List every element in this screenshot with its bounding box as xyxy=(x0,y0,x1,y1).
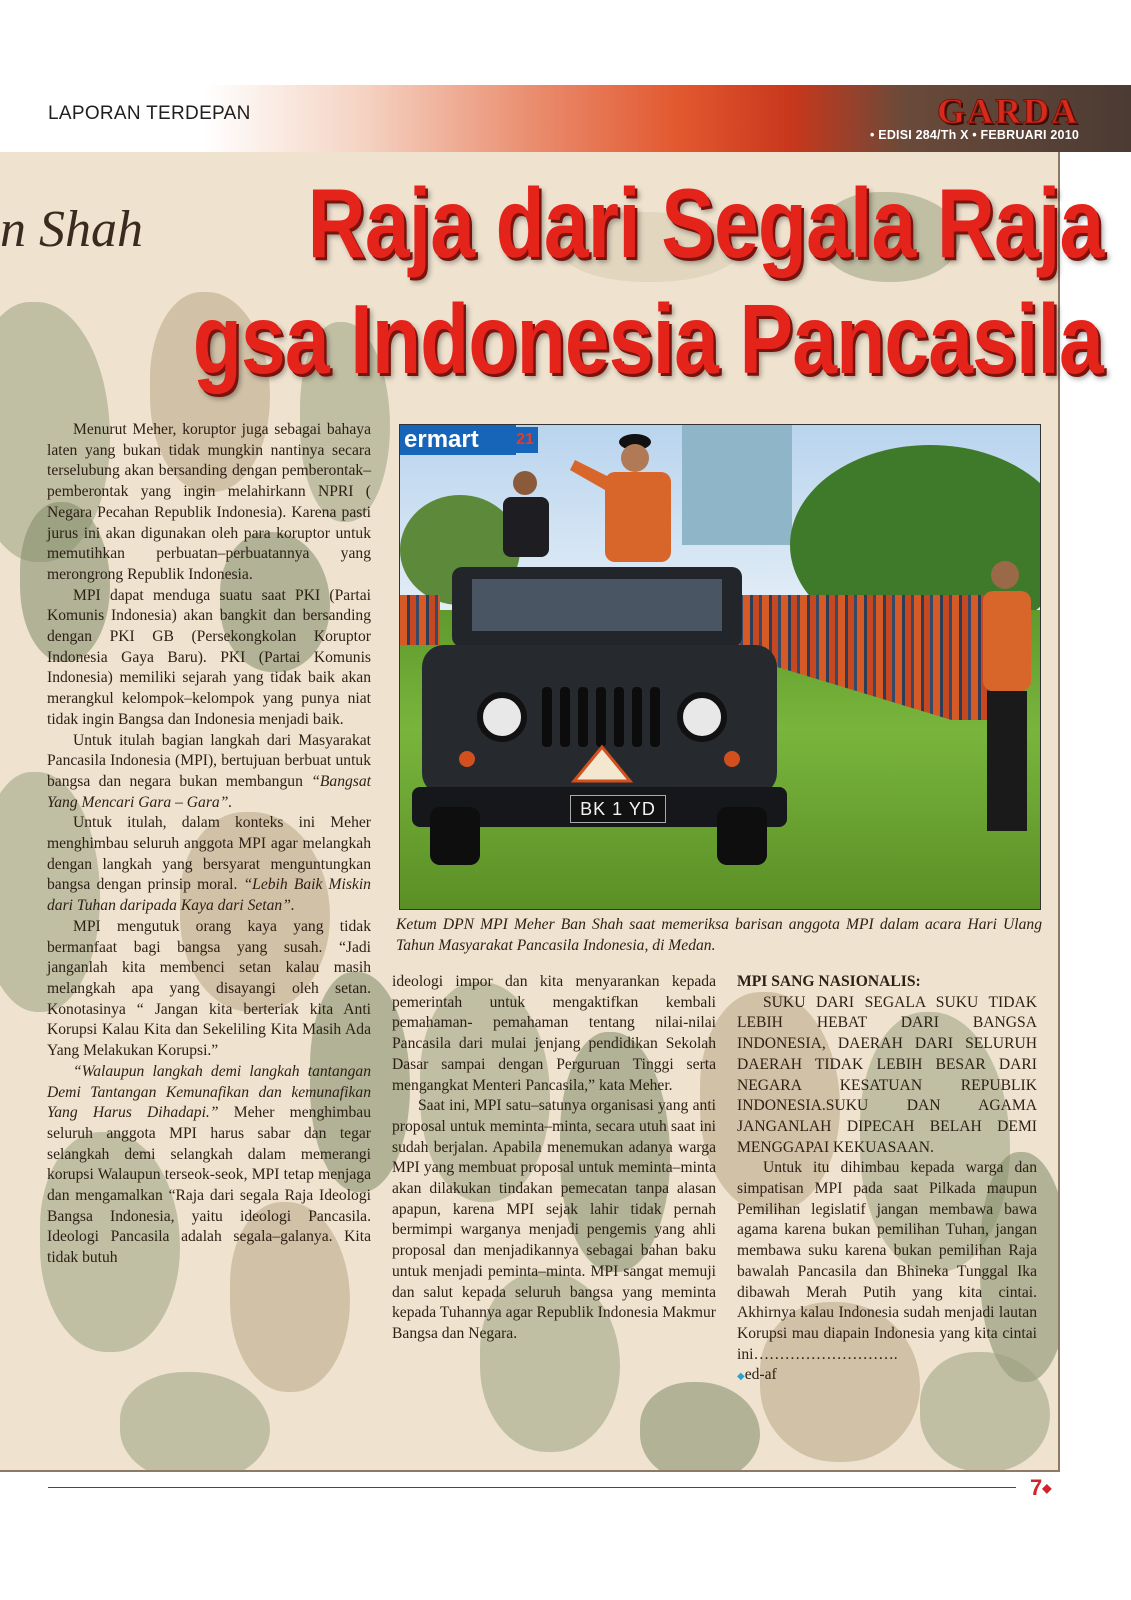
photo-person-guard xyxy=(485,465,575,565)
italic-quote: “Walaupun langkah demi langkah tantangan Demi Tantangan Kemunafikan dan kemunafikan Yang Harus Dihadapi.” xyxy=(47,1062,371,1122)
paragraph: Saat ini, MPI satu–satunya organisasi yang anti proposal untuk meminta–minta, secara utuh saat ini sudah berjalan. Apabila menemukan adanya warga MPI yang membuat proposal untuk meminta–minta akan dilakukan tindakan pemecatan tanpa alasan apapun, karena MPI sejak lahir tidak pernah bermimpi warganya menjadi pengemis yang ahli proposal dan menjadikannya sebagai bahan baku untuk menjadi peminta–minta. MPI sangat memuji dan salut kepada seluruh bangsa yang meminta kepada Tuhannya agar Republik Indonesia Makmur Bangsa dan Negara. xyxy=(392,1097,716,1342)
paragraph: Menurut Meher, koruptor juga sebagai bahaya laten yang bukan tidak mungkin nantinya secara terselubung akan bersanding dengan pemberontak–pemberontak yang ingin melahirkann NPRI ( Negara Pecahan Republik Indonesia). Karena pasti jurus ini akan digunakan oleh para koruptor untuk memutihkan perbuatan–perbuatannya yang merongrong Republik Indonesia. xyxy=(47,421,371,583)
paragraph xyxy=(47,731,371,814)
license-plate: BK 1 YD xyxy=(570,795,666,823)
article-column-1 xyxy=(47,420,371,1269)
paragraph: SUKU DARI SEGALA SUKU TIDAK LEBIH HEBAT DARI BANGSA INDONESIA, DAERAH DARI SELURUH DAERAH TIDAK LEBIH BESAR DARI NEGARA KESATUAN REPUBLIK INDONESIA.SUKU DAN AGAMA JANGANLAH DIPECAH BELAH DEMI MENGGAPAI KEKUASAAN. xyxy=(737,993,1037,1156)
photo-building xyxy=(682,425,792,545)
page-number-value: 7 xyxy=(1030,1475,1043,1501)
paragraph: MPI dapat menduga suatu saat PKI (Partai Komunis Indonesia) akan bangkit dan bersanding dengan PKI GB (Persekongkolan Koruptor Indonesia Gaya Baru). PKI (Partai Komunis Indonesia) memiliki sejarah yang tidak baik akan merangkul kelompok–kelompok yang punya niat tidak ingin Bangsa dan Indonesia menjadi baik. xyxy=(47,586,371,728)
photo-caption: Ketum DPN MPI Meher Ban Shah saat memeriksa barisan anggota MPI dalam acara Hari Ulang Tahun Masyarakat Pancasila Indonesia, di Medan. xyxy=(396,916,1042,954)
photo-store-sign: ermart xyxy=(400,425,516,455)
signoff-text: ed-af xyxy=(744,1366,777,1384)
footer-rule xyxy=(48,1487,1016,1488)
paragraph: MPI mengutuk orang kaya yang tidak bermanfaat bagi bangsa yang susah. “Jadi janganlah kita membenci setan kalau masih melangkah apa yang disayangi oleh setan. Konotasinya “ Jangan kita berteriak kita Anti Korupsi Kalau Kita dan Sekeliling Kita Masih Ada Yang Melakukan Korupsi.” xyxy=(47,917,371,1060)
page-number xyxy=(1030,1474,1051,1501)
news-photo xyxy=(399,424,1041,910)
photo-person-saluting xyxy=(565,430,685,570)
paragraph-text: Untuk itulah, dalam konteks ini Meher menghimbau seluruh anggota MPI agar melangkah dengan langkah yang bersyarat menguntungkan bangsa dengan prinsip moral. xyxy=(47,814,371,894)
paragraph xyxy=(47,813,371,917)
paragraph: ideologi impor dan kita menyarankan kepada pemerintah untuk mengaktifkan kembali pemahaman- pemahaman tentang nilai-nilai Pancasila dari mulai jenjang pendidikan Sekolah Dasar sampai dengan Perguruan Tinggi serta mengangkat Menteri Pancasila,” kata Meher. xyxy=(392,973,716,1094)
signoff xyxy=(737,1365,1037,1388)
paragraph xyxy=(47,1062,371,1269)
paragraph: Untuk itu dihimbau kepada warga dan simpatisan MPI pada saat Pilkada maupun Pemilihan legislatif jangan membawa bawa agama karena bukan pemilihan Tuhan, jangan membawa suku karena bukan pemilihan Raja bawalah Pancasila dan Bhineka Tunggal Ika dibawah Merah Putih yang kita cintai. Akhirnya kalau Indonesia sudah menjadi lautan Korupsi mau diapain Indonesia yang kita cintai ini………………………. xyxy=(737,1159,1037,1363)
camo-blob xyxy=(640,1382,760,1472)
paragraph-text: Untuk itulah bagian langkah dari Masyarakat Pancasila Indonesia (MPI), bertujuan berbuat untuk bangsa dan negara bukan membangun xyxy=(47,731,371,790)
photo-sign-number: 21 xyxy=(512,427,538,453)
diamond-icon: ◆ xyxy=(1042,1481,1052,1496)
edition-info: • EDISI 284/Th X • FEBRUARI 2010 xyxy=(870,128,1079,142)
italic-quote: “Lebih Baik Miskin dari Tuhan daripada Kaya dari Setan”. xyxy=(47,876,371,915)
diamond-icon: ◆ xyxy=(737,1371,745,1383)
paragraph-text: Meher menghimbau seluruh anggota MPI harus sabar dan tegar selangkah demi selangkah dalam memerangi korupsi Walaupun terseok-seok, MPI tetap menjaga dan mengamalkan “Raja dari segala Raja Ideologi Bangsa Indonesia, yaitu ideologi Pancasila. Ideologi Pancasila adalah segala–galanya. Kita tidak butuh xyxy=(47,1104,372,1267)
italic-quote: “Bangsat Yang Mencari Gara – Gara”. xyxy=(47,772,371,811)
photo-person-photographer xyxy=(965,555,1040,845)
headline-line-2: gsa Indonesia Pancasila xyxy=(192,284,1103,394)
section-label: LAPORAN TERDEPAN xyxy=(48,103,251,124)
magazine-logo: GARDA xyxy=(937,91,1079,131)
headline-line-1: Raja dari Segala Raja xyxy=(307,168,1103,278)
section-heading: MPI SANG NASIONALIS: xyxy=(737,973,921,990)
article-column-3 xyxy=(737,972,1037,1388)
article-column-2 xyxy=(392,972,716,1345)
title-prefix: n Shah xyxy=(0,201,143,258)
camo-blob xyxy=(120,1372,270,1472)
